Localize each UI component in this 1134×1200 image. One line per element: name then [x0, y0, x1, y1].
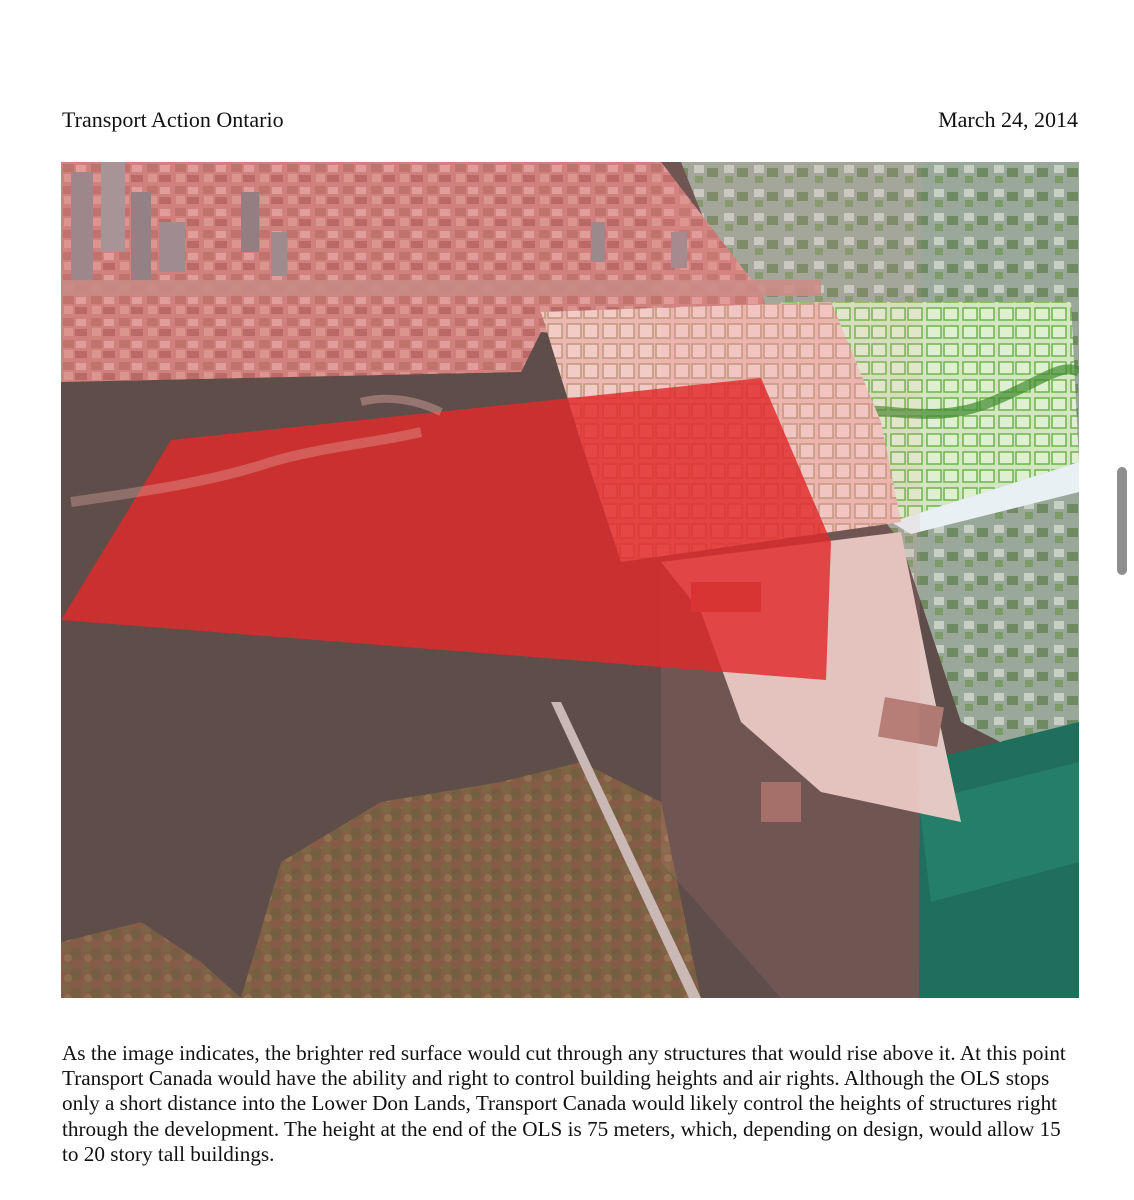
- document-date: March 24, 2014: [938, 107, 1078, 132]
- aerial-map-figure: [61, 162, 1079, 998]
- organization-name: Transport Action Ontario: [62, 107, 284, 132]
- caption-paragraph: As the image indicates, the brighter red surface would cut through any structures that would rise above it. At this point Transport Canada would have the ability and right to control building heights and air rights. Although the OLS stops only a short distance into the Lower Don Lands, Transport Canada would likely control the heights of structures right through the development. The height at the end of the OLS is 75 meters, which, depending on design, would allow 15 to 20 story tall buildings.: [62, 1041, 1066, 1166]
- vertical-scrollbar[interactable]: [1117, 467, 1127, 575]
- aerial-photo-illustration: [61, 162, 1079, 998]
